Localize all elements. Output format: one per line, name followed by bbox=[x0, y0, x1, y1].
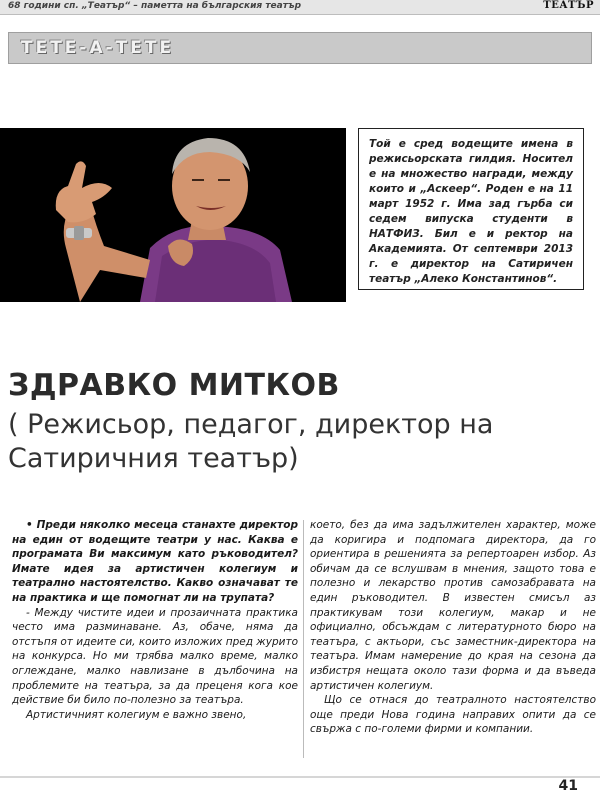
portrait-illustration bbox=[0, 128, 346, 302]
portrait-photo bbox=[0, 128, 346, 302]
article-subtitle: ( Режисьор, педагог, директор на Сатиричния театър) bbox=[8, 409, 494, 474]
page-number: 41 bbox=[558, 778, 578, 794]
interview-question: • Преди няколко месеца станахте директор на един от водещите театри у нас. Каква е програмата Ви максимум като ръководител? Имате идея за артистичен колегиум и театрално настоятелство. Какво означават те на практика и ще помогнат ли на трупата? bbox=[12, 519, 298, 604]
article-column-right bbox=[310, 518, 596, 737]
answer-paragraph-1: което, без да има задължителен характер, може да коригира и подпомага директора, да го ориентира в решенията за репертоарен избор. Аз обичам да се вслушвам в мнения, защото това е полезно и лекарство против самозабравата на един ръководител. В известен смисъл аз практикувам този колегиум, макар и не официално, обсъждам с литературното бюро на театъра, с актьори, със заместник-директора на театъра. Имам намерение до края на сезона да избистря нещата около тази форма и да въведа артистичен колегиум. bbox=[310, 519, 596, 692]
running-header bbox=[0, 0, 600, 15]
magazine-logo: ТЕАТЪР bbox=[543, 0, 594, 11]
article-column-left bbox=[12, 518, 298, 722]
bio-box: Той е сред водещите имена в режисьорската гилдия. Носител е на множество награди, между които и „Аскеер“. Роден е на 11 март 1952 г. Има зад гърба си седем випуска студенти в НАТФИЗ. Бил е и ректор на Академията. От септември 2013 г. е директор на Сатиричен театър „Алеко Константинов“. bbox=[358, 128, 584, 290]
column-divider bbox=[303, 520, 304, 758]
answer-continuation: Артистичният колегиум е важно звено, bbox=[26, 708, 247, 721]
section-band bbox=[8, 32, 592, 64]
section-label: ТЕТЕ-А-ТЕТЕ bbox=[21, 38, 175, 58]
footer-rule bbox=[0, 776, 600, 778]
interview-answer: - Между чистите идеи и прозаичната практика често има разминаване. Аз, обаче, няма да отстъпя от идеите си, които изложих пред журито на конкурса. Но ми трябва малко време, малко оглеждане, малко навлизане в дълбочина на проблемите на театъра, за да преценя кога кое действие би било по-полезно за театъра. bbox=[12, 606, 298, 707]
article-title: ЗДРАВКО МИТКОВ bbox=[8, 368, 340, 403]
answer-paragraph-2: Що се отнася до театралното настоятелство още преди Нова година направих опити да се свържа с по-големи фирми и компании. bbox=[310, 694, 596, 736]
running-title: 68 години сп. „Театър“ – паметта на българския театър bbox=[8, 1, 302, 11]
